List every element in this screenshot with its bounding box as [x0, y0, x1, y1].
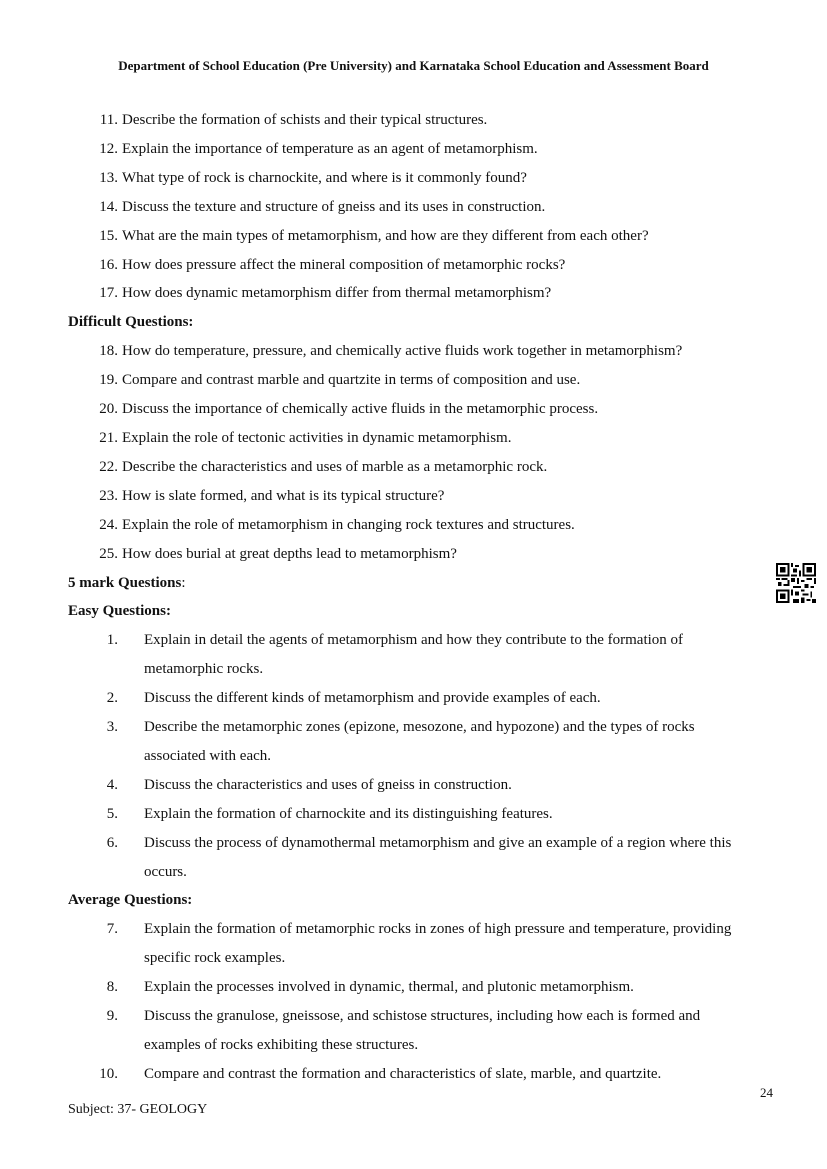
list-item: 24. Explain the role of metamorphism in changing rock textures and structures. — [99, 516, 575, 533]
top-question-list — [68, 106, 783, 308]
list-item: 8. Explain the processes involved in dynamic, thermal, and plutonic metamorphism. — [106, 979, 634, 996]
list-item: 2. Discuss the different kinds of metamorphism and provide examples of each. — [106, 690, 601, 707]
question-content — [68, 106, 783, 1089]
list-item: 15. What are the main types of metamorphism, and how are they different from each other? — [99, 227, 649, 244]
list-item: 1. Explain in detail the agents of metamorphism and how they contribute to the formation of metamorphic rocks. — [106, 632, 684, 678]
list-item: 7. Explain the formation of metamorphic rocks in zones of high pressure and temperature, providing specific rock examples. — [106, 921, 732, 967]
list-item: 19. Compare and contrast marble and quartzite in terms of composition and use. — [99, 372, 581, 389]
page-number: 24 — [760, 1085, 773, 1100]
list-item: 23. How is slate formed, and what is its typical structure? — [99, 487, 445, 504]
list-item: 12. Explain the importance of temperature as an agent of metamorphism. — [99, 140, 538, 157]
difficult-heading: Difficult Questions: — [68, 314, 194, 331]
easy-question-list — [68, 626, 783, 886]
list-item: 10. Compare and contrast the formation and characteristics of slate, marble, and quartzite. — [99, 1065, 662, 1082]
list-item: 17. How does dynamic metamorphism differ from thermal metamorphism? — [99, 285, 552, 302]
list-item: 14. Discuss the texture and structure of gneiss and its uses in construction. — [99, 198, 546, 215]
list-item: 6. Discuss the process of dynamothermal metamorphism and give an example of a region where this occurs. — [106, 834, 732, 880]
list-item: 25. How does burial at great depths lead to metamorphism? — [99, 545, 457, 562]
list-item: 4. Discuss the characteristics and uses of gneiss in construction. — [106, 776, 512, 793]
list-item: 20. Discuss the importance of chemically active fluids in the metamorphic process. — [99, 401, 599, 418]
qr-code-icon — [776, 563, 816, 603]
average-heading: Average Questions: — [68, 892, 193, 909]
list-item: 16. How does pressure affect the mineral composition of metamorphic rocks? — [99, 256, 566, 273]
list-item: 9. Discuss the granulose, gneissose, and schistose structures, including how each is formed and examples of rocks exhibiting these structures. — [106, 1008, 701, 1053]
footer-subject: Subject: 37- GEOLOGY — [68, 1102, 208, 1117]
list-item: 5. Explain the formation of charnockite and its distinguishing features. — [106, 805, 553, 822]
list-item: 13. What type of rock is charnockite, and where is it commonly found? — [99, 169, 527, 186]
easy-heading: Easy Questions: — [68, 603, 171, 620]
list-item: 18. How do temperature, pressure, and chemically active fluids work together in metamorphism? — [99, 343, 683, 360]
five-mark-heading: 5 mark Questions: — [68, 574, 186, 591]
list-item: 21. Explain the role of tectonic activities in dynamic metamorphism. — [99, 429, 512, 446]
difficult-question-list — [68, 337, 783, 568]
list-item: 11. Describe the formation of schists and their typical structures. — [99, 112, 488, 128]
list-item: 22. Describe the characteristics and uses of marble as a metamorphic rock. — [99, 458, 548, 475]
page-header: Department of School Education (Pre University) and Karnataka School Education and Assessment Board — [118, 58, 709, 73]
average-question-list — [68, 915, 783, 1088]
list-item: 3. Describe the metamorphic zones (epizone, mesozone, and hypozone) and the types of rocks associated with each. — [106, 719, 695, 764]
